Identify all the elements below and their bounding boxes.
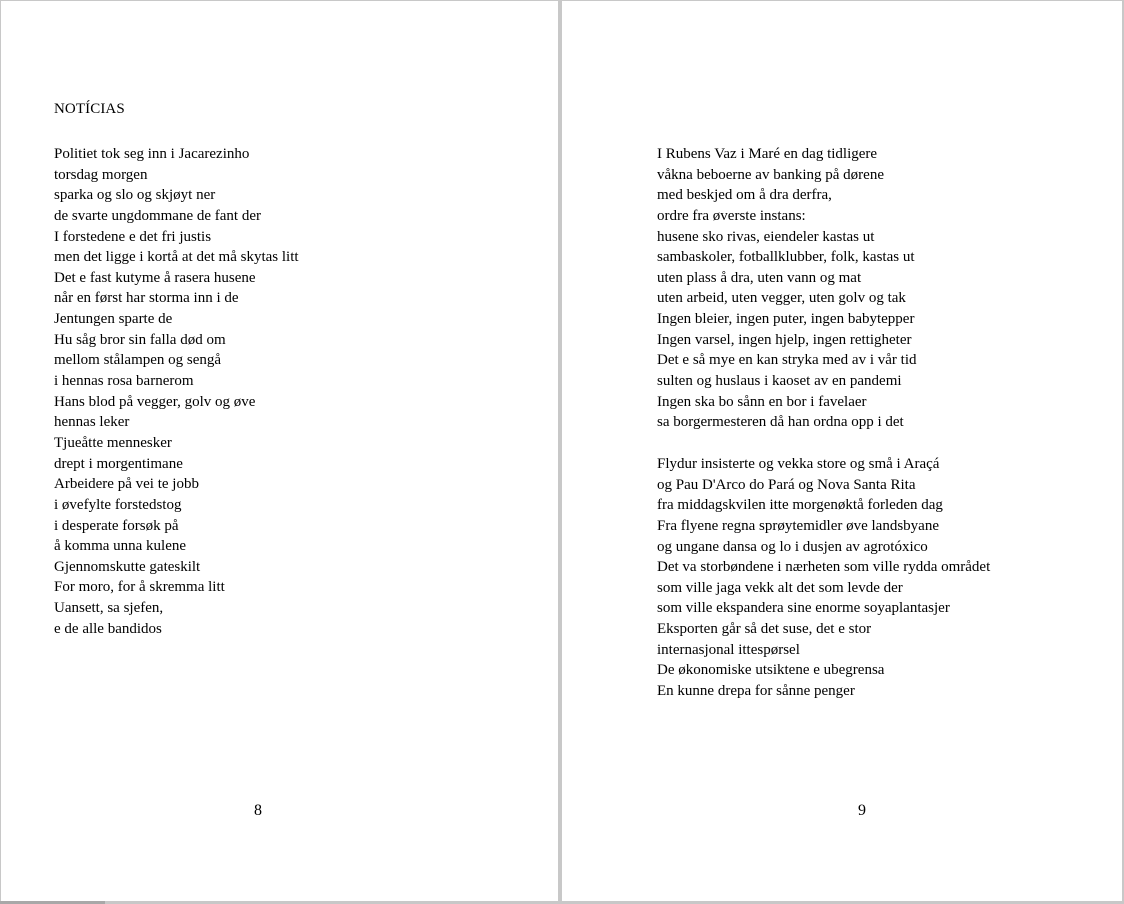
poem-line: i hennas rosa barnerom [54,373,194,390]
poem-line: I forstedene e det fri justis [54,228,212,245]
poem-line: I Rubens Vaz i Maré en dag tidligere [657,146,878,162]
poem-line: e de alle bandidos [54,620,162,637]
poem-line: sparka og slo og skjøyt ner [54,187,216,204]
poem-line: En kunne drepa for sånne penger [657,683,855,700]
poem-line: når en først har storma inn i de [54,290,239,307]
poem-stanza-2 [657,454,990,702]
poem-line: Ingen ska bo sånn en bor i favelaer [657,393,867,410]
poem-line: og Pau D'Arco do Pará og Nova Santa Rita [657,476,916,493]
poem-line: i desperate forsøk på [54,517,179,534]
poem-line: sulten og huslaus i kaoset av en pandemi [657,373,902,390]
poem-line: Eksporten går så det suse, det e stor [657,621,872,638]
poem-line: Gjennomskutte gateskilt [54,558,201,575]
poem-text-left [54,144,299,639]
poem-line: sa borgermesteren då han ordna opp i det [657,414,904,431]
poem-stanza-1 [657,144,917,433]
poem-line: hennas leker [54,414,130,431]
poem-line: våkna beboerne av banking på dørene [657,166,884,183]
poem-line: Hu såg bror sin falla død om [54,331,226,348]
poem-line: torsdag morgen [54,166,148,183]
poem-line: internasjonal ittespørsel [657,641,800,658]
poem-line: Det e så mye en kan stryka med av i vår tid [657,352,917,369]
poem-line: sambaskoler, fotballklubber, folk, kastas ut [657,249,915,266]
poem-line: fra middagskvilen itte morgenøktå forleden dag [657,497,943,514]
poem-line: og ungane dansa og lo i dusjen av agrotóxico [657,538,928,555]
page-left [1,1,558,901]
poem-line: Politiet tok seg inn i Jacarezinho [54,146,250,162]
poem-line: som ville ekspandera sine enorme soyaplantasjer [657,600,950,617]
poem-line: med beskjed om å dra derfra, [657,187,832,204]
poem-line: uten arbeid, uten vegger, uten golv og tak [657,290,906,307]
poem-line: husene sko rivas, eiendeler kastas ut [657,228,875,245]
poem-line: Flydur insisterte og vekka store og små i Araçá [657,456,940,472]
page-right [562,1,1122,901]
poem-line: som ville jaga vekk alt det som levde der [657,579,903,596]
poem-line: men det ligge i kortå at det må skytas litt [54,249,299,266]
poem-line: Det e fast kutyme å rasera husene [54,269,256,286]
poem-line: Arbeidere på vei te jobb [54,476,199,493]
poem-line: For moro, for å skremma litt [54,579,225,596]
poem-title: NOTÍCIAS [54,101,125,117]
poem-line: de svarte ungdommane de fant der [54,207,262,224]
poem-line: å komma unna kulene [54,538,187,555]
poem-line: Jentungen sparte de [54,311,173,328]
page-number-left: 8 [254,802,262,819]
poem-line: ordre fra øverste instans: [657,207,806,224]
poem-line: Hans blod på vegger, golv og øve [54,393,256,410]
poem-line: Det va storbøndene i nærheten som ville rydda området [657,559,991,576]
poem-line: Ingen bleier, ingen puter, ingen babytepper [657,311,915,328]
poem-line: Tjueåtte mennesker [54,434,172,451]
poem-line: Uansett, sa sjefen, [54,600,164,617]
poem-line: Fra flyene regna sprøytemidler øve landsbyane [657,517,939,534]
poem-line: mellom stålampen og sengå [54,352,222,369]
poem-line: Ingen varsel, ingen hjelp, ingen rettigheter [657,331,912,348]
page-number-right: 9 [858,802,866,819]
poem-line: i øvefylte forstedstog [54,496,182,513]
poem-line: drept i morgentimane [54,455,183,472]
poem-line: De økonomiske utsiktene e ubegrensa [657,662,885,679]
poem-line: uten plass å dra, uten vann og mat [657,269,862,286]
